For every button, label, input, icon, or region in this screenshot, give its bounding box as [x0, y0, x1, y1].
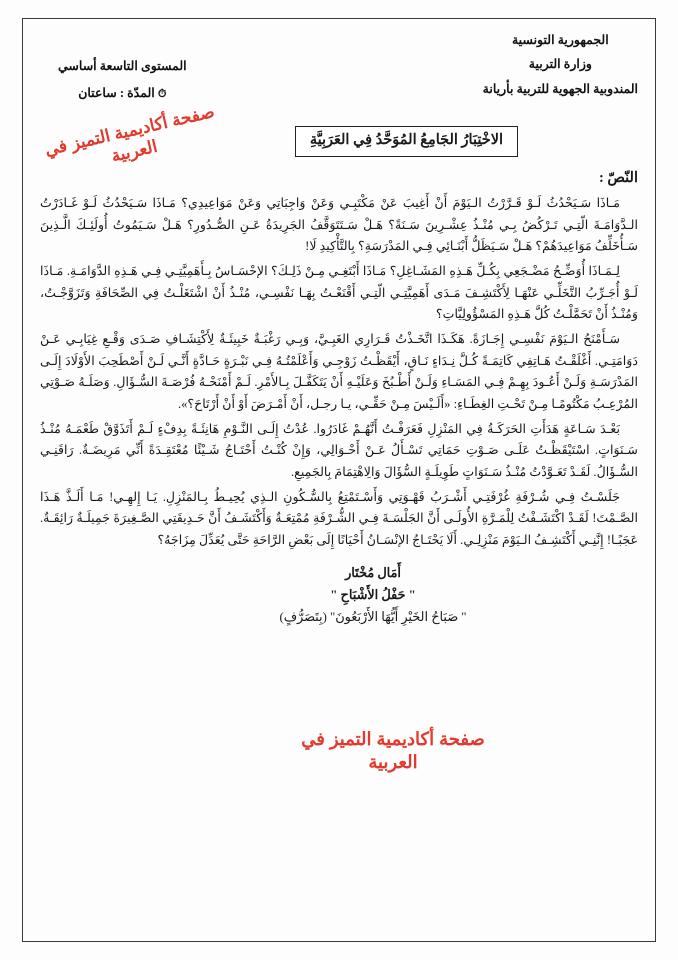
watermark-top: صفحة أكاديمية التميز في العربية: [42, 102, 217, 166]
author-name: أَمَال مُخْتَار: [345, 565, 401, 580]
paragraph: بَعْـدَ سَـاعَةٍ هَدَأَتِ الحَرَكَـةُ فِي المَنْزِلِ فَعَرَفْـتُ أَنَّهُـمْ غَادَرُوا. عُدْتُ إِلَـى النَّـوْمِ هَانِئَـةً بِدِفْءٍ لَـمْ أَتَذَوَّقْ طَعْمَـهُ مُنْـذُ سَـنَوَاتٍ. اسْتَيْقَظْـتُ عَلَـى صَـوْتِ حَمَاتِي تَسْـأَلُ عَـنْ أَحْـوَالِي، وَإِنْ كُنْـتُ أَحْتَـاجُ شَـيْئًا مُعْتَقِـدَةً أَنِّي مَرِيضَـةٌ. رَاقَنِـي السُّـؤَالُ. لَقَـدْ تَعَـوَّدْتُ مُنْـذُ سَـنَوَاتٍ طَوِيلَـةٍ السُّؤَالَ وَالِاهْتِمَامَ بِالجَمِيعِ.: [40, 421, 638, 479]
document-header: [40, 28, 638, 120]
duration-line: [58, 81, 187, 106]
ministry-line: وزارة التربية: [528, 57, 592, 72]
text-section-label: النّصّ :: [598, 170, 638, 186]
title-area: [40, 122, 638, 168]
duration-text: المدّة : ساعتان: [78, 86, 155, 100]
exam-meta-block: [58, 54, 187, 106]
paragraph: لِـمَـاذَا أُوَضِّـحُ مَضْـجَعِي بِكُـلِّ هَـذِهِ المَشَـاغِلِ؟ مَـاذَا أَبْتَغِـي مِـنْ ذَلِـكَ؟ الإحْسَـاسُ بِـأَهَمِيَّتِـي فِـي هَـذِهِ الدَّوَامَـةِ. مَـاذَا لَـوْ أُجَـرِّبُ التَّخَلِّـي عَنْهَـا لِأَكْتَشِـفَ مَـدَى أَهَمِيَّتِـي الّتِـي أَقْنَعْـتُ بِهَـا نَفْسِـي، مُنْـذُ أَنْ اشْتَغَلْـتُ فِي الصِّحَافَةِ وَتَزَوَّجْـتُ، وَمُنْـذُ أَنْ تَحَمَّلْـتُ كُلَّ هَـذِهِ المَسْؤُولِيَّاتِ؟: [40, 263, 638, 322]
paragraph: مَـاذَا سَـيَحْدُثُ لَـوْ قَـرَّرْتُ الـيَوْمَ أَنْ أَغِيبَ عَنْ مَكْتَبِـي وَعَنْ وَاجِبَاتِي وَعَنْ مَوَاعِيدِي؟ مَـاذَا سَـيَحْدُثُ لَـوْ غَـادَرْتُ الـدَّوَامَـةَ الّتِـي تَـرْكُضُ بِـي مُنْـذُ عِشْـرِينَ سَـنَةً؟ هَـلْ سَـتَتَوَقَّفُ الجَرِيدَةُ عَـنِ الصُّـدُورِ؟ هَـلْ سَـيَمُوتُ أُولَئِـكَ الَّـذِينَ سَـأُخَلِّفُ مَوَاعِيدَهُمْ؟ هَـلْ سَـيَظَلُّ أَبْنَـائِي فِـي المَدْرَسَةِ؟ بِالتَّأْكِيدِ لَا!: [40, 196, 638, 254]
page-content: [40, 28, 638, 928]
exam-title: الاخْتِبَارُ الجَامِعُ المُوَحَّدُ فِي العَرَبِيَّةِ: [295, 126, 518, 157]
paragraph: جَلَسْـتُ فِـي شُـرْفَةِ غُرْفَتِـي أَشْـرَبُ قَهْـوَتِي وَأَسْـتَمْتِعُ بِالسُّـكُونِ الـذِي يُحِيـطُ بِـالمَنْزِلِ. يَـا إِلهِـي! مَـا أَلَـذَّ هَـذَا الصَّـمْتَ! لَقَـدْ اكْتَشَـفْتُ لِلْمَـرَّةِ الأُولَـى أَنَّ الجَلْسَـةَ فِـي الشُّـرْفَةِ مُمْتِعَـةٌ وَأَكْتَشَـفُ أَنَّ حَـدِيقَتِي الصَّـغِيرَةَ جَمِيلَـةٌ رَائِقَـةٌ. عَجَبًـا! إِنَّنِـي أَكْتَشِـفُ الـيَوْمَ مَنْزِلِـي. أَلَا يَحْتَـاجُ الإنْسَـانُ أَحْيَانًا إِلَى بَعْضِ الرَّاحَةِ حَتَّى يُعَدِّلَ مِزَاجَهُ؟: [40, 489, 638, 547]
source-note: " صَبَاحُ الخَيْرِ أَيُّهَا الأَرْبَعُونَ" (بِتَصَرُّفٍ): [279, 610, 467, 625]
clock-icon: ⏱: [157, 88, 167, 100]
source-attribution: [208, 562, 548, 629]
paragraph: سَـأَمْنَحُ الـيَوْمَ نَفْسِـي إِجَـازَةً. هَكَـذَا اتَّخَـذْتُ قَـرَارِي الغَبِـيَّ، وَبِـي رَغْبَـةٌ خَبِيئَـةٌ لِأَكْتِشَـافِ صَـدَى وَقْـعِ غِيَابِـي عَـنْ دَوَامَتِـي. أَغْلَقْـتُ هَـاتِفِي كَاتِمَـةً كُـلَّ نِـدَاءٍ نَـاقٍ، أَيْقَظْـتُ زَوْجِـي وَأَعْلَمْتُـهُ فِـي نَبْـرَةٍ حَـادَّةٍ أَنَّـي لَـنْ أَصْطَحِبَ الأَوْلَادَ إِلَـى المَدْرَسَـةِ وَلَـنْ أَعُـودَ بِهِـمْ فِـي المَسَـاءِ وَلَـنْ أَطْـبُخَ وَعَلَيْـهِ أَنْ يَتَكَفَّـلَ بِـالأَمْرِ. لَـمْ أَمْنَحْـهُ فُرْصَـةَ السُّـؤَالِ. وَصَلَـهُ صَـوْتِي المُرْعِـبُ مَكْتُومًـا مِـنْ تَحْـتِ الغِطَـاءِ: «أَلَـيْسَ مِـنْ حَقِّـي، يـا رجـل، أَنْ أَمْـرَضَ أَوْ أَنْ أَرْتَاحَ؟».: [40, 331, 638, 411]
watermark-bottom: صفحة أكاديمية التميز في العربية: [301, 729, 485, 772]
book-title: " حَفْلُ الأَشْبَاحِ ": [330, 587, 416, 602]
reading-passage: [40, 193, 638, 552]
country-line: الجمهورية التونسية: [511, 33, 609, 47]
level-line: المستوى التاسعة أساسي: [58, 59, 187, 73]
regional-delegation-line: المندوبية الجهوية للتربية بأريانة: [482, 81, 638, 96]
ministry-block: [483, 28, 638, 101]
